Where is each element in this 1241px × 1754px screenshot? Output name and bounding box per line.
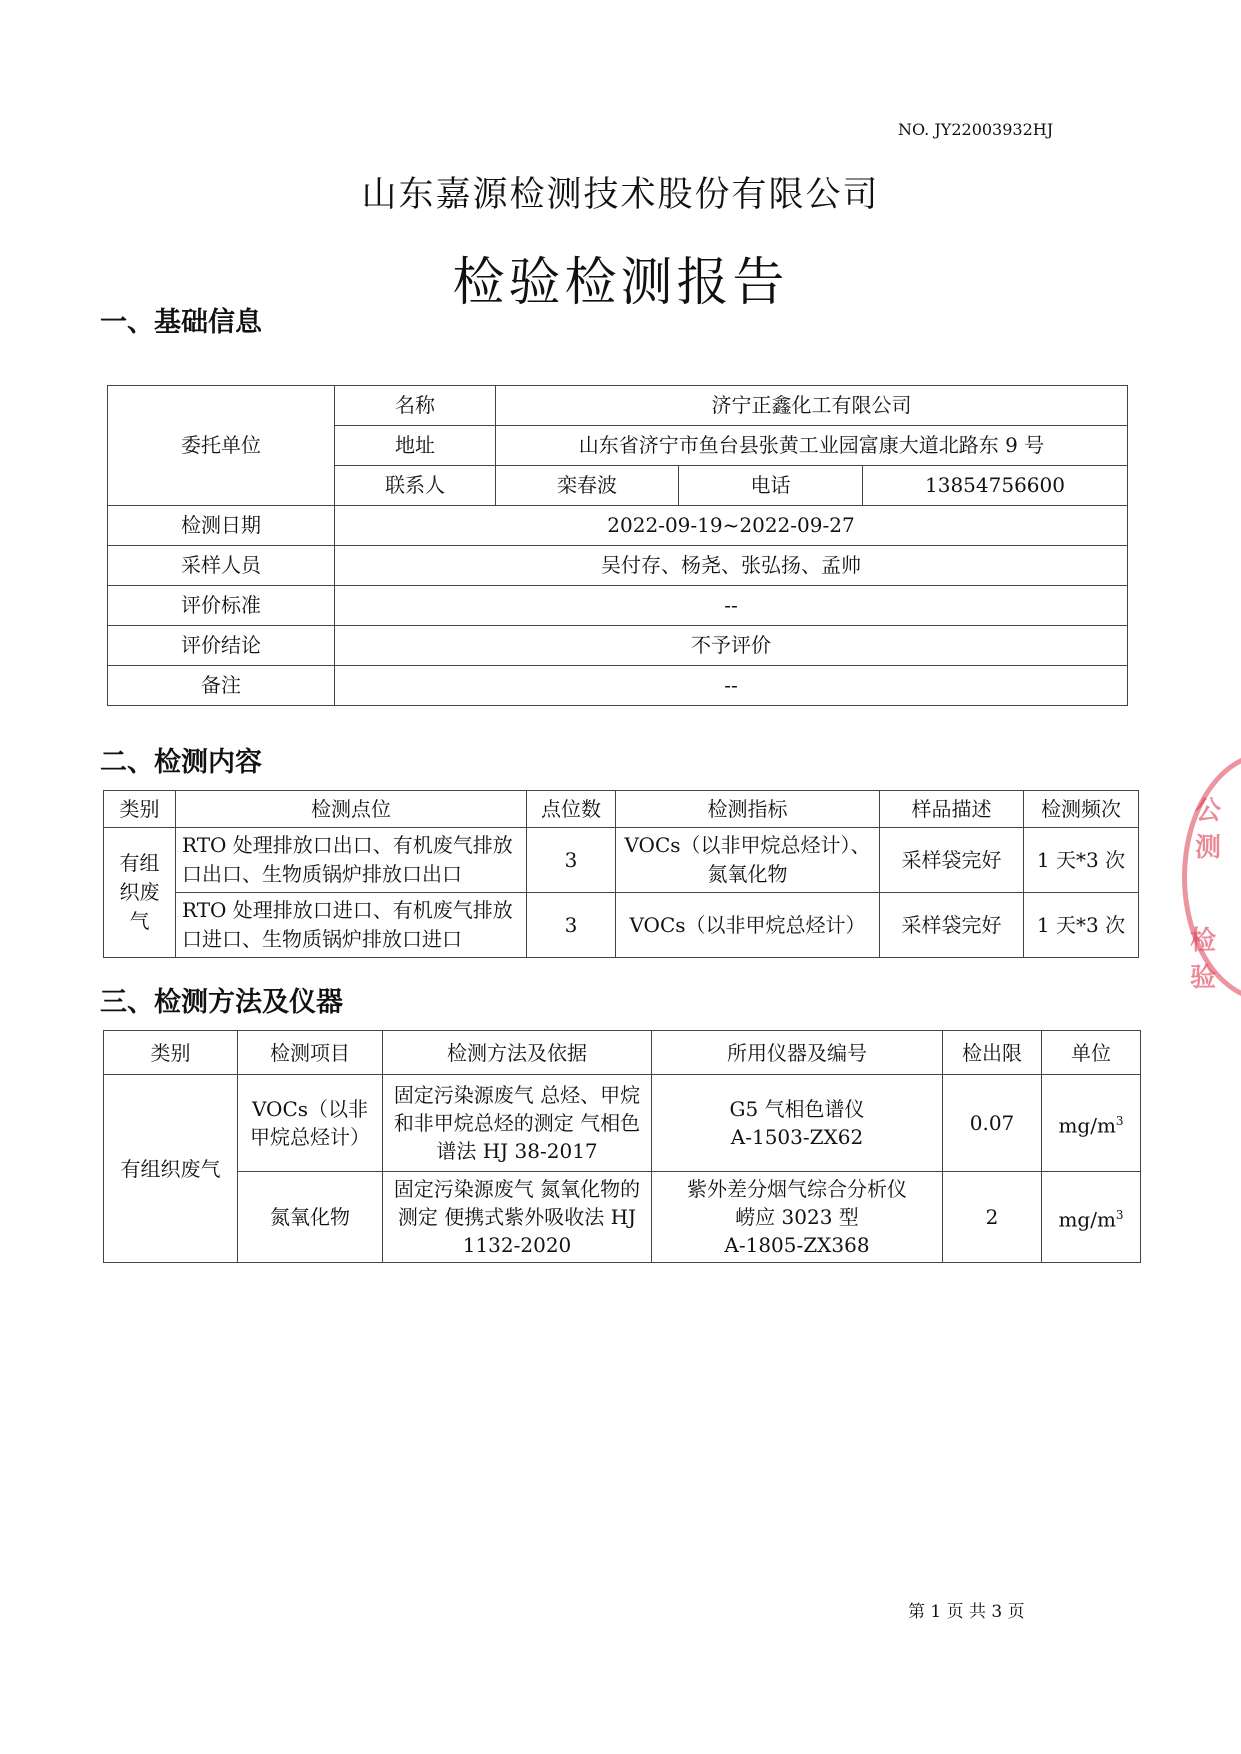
header-sample: 样品描述 [880, 791, 1024, 828]
date-value: 2022-09-19~2022-09-27 [335, 506, 1128, 546]
conclusion-value: 不予评价 [335, 626, 1128, 666]
address-value: 山东省济宁市鱼台县张黄工业园富康大道北路东 9 号 [496, 426, 1128, 466]
company-name: 山东嘉源检测技术股份有限公司 [361, 175, 880, 215]
page-footer: 第 1 页 共 3 页 [908, 1602, 1025, 1622]
method-table [103, 1030, 1141, 1263]
report-title: 检验检测报告 [452, 253, 789, 313]
phone-value: 13854756600 [863, 466, 1128, 506]
client-label: 委托单位 [108, 386, 335, 506]
seal-text-bottom: 检验 [1190, 926, 1217, 993]
name-label: 名称 [335, 386, 496, 426]
date-label: 检测日期 [108, 506, 335, 546]
count-cell: 3 [527, 893, 616, 958]
count-cell: 3 [527, 828, 616, 893]
instrument-cell [652, 1075, 943, 1172]
header-count: 点位数 [527, 791, 616, 828]
sampler-label: 采样人员 [108, 546, 335, 586]
section-basic-info-heading: 一、基础信息 [100, 307, 262, 338]
phone-label: 电话 [679, 466, 863, 506]
method-cell: 固定污染源废气 氮氧化物的测定 便携式紫外吸收法 HJ 1132-2020 [383, 1172, 652, 1263]
point-cell: RTO 处理排放口进口、有机废气排放口进口、生物质锅炉排放口进口 [176, 893, 527, 958]
standard-label: 评价标准 [108, 586, 335, 626]
header-category: 类别 [104, 791, 176, 828]
instrument-id: A-1805-ZX368 [724, 1233, 870, 1257]
section-method-heading: 三、检测方法及仪器 [100, 987, 343, 1018]
test-content-table [103, 790, 1139, 958]
remark-label: 备注 [108, 666, 335, 706]
sampler-value: 吴付存、杨尧、张弘扬、孟帅 [335, 546, 1128, 586]
header-limit: 检出限 [943, 1031, 1042, 1075]
unit-text: mg/m [1058, 1207, 1116, 1232]
contact-label: 联系人 [335, 466, 496, 506]
unit-superscript: 3 [1115, 1207, 1124, 1222]
limit-cell: 0.07 [943, 1075, 1042, 1172]
category-cell: 有组织废气 [104, 1075, 238, 1263]
header-point: 检测点位 [176, 791, 527, 828]
limit-cell: 2 [943, 1172, 1042, 1263]
header-method: 检测方法及依据 [383, 1031, 652, 1075]
instrument-name: G5 气相色谱仪 [729, 1097, 865, 1121]
address-label: 地址 [335, 426, 496, 466]
point-cell: RTO 处理排放口出口、有机废气排放口出口、生物质锅炉排放口出口 [176, 828, 527, 893]
sample-cell: 采样袋完好 [880, 893, 1024, 958]
frequency-cell: 1 天*3 次 [1024, 893, 1139, 958]
item-cell: 氮氧化物 [238, 1172, 383, 1263]
indicator-cell: VOCs（以非甲烷总烃计） [616, 893, 880, 958]
header-instrument: 所用仪器及编号 [652, 1031, 943, 1075]
conclusion-label: 评价结论 [108, 626, 335, 666]
sample-cell: 采样袋完好 [880, 828, 1024, 893]
header-category: 类别 [104, 1031, 238, 1075]
indicator-cell: VOCs（以非甲烷总烃计）、氮氧化物 [616, 828, 880, 893]
item-cell: VOCs（以非甲烷总烃计） [238, 1075, 383, 1172]
report-number: NO. JY22003932HJ [898, 120, 1054, 139]
standard-value: -- [335, 586, 1128, 626]
section-content-heading: 二、检测内容 [100, 747, 262, 778]
name-value: 济宁正鑫化工有限公司 [496, 386, 1128, 426]
remark-value: -- [335, 666, 1128, 706]
frequency-cell: 1 天*3 次 [1024, 828, 1139, 893]
unit-text: mg/m [1058, 1113, 1116, 1138]
instrument-id: A-1503-ZX62 [730, 1125, 864, 1149]
header-indicator: 检测指标 [616, 791, 880, 828]
instrument-model: 崂应 3023 型 [735, 1205, 859, 1229]
unit-cell [1042, 1075, 1141, 1172]
contact-value: 栾春波 [496, 466, 679, 506]
header-frequency: 检测频次 [1024, 791, 1139, 828]
method-cell: 固定污染源废气 总烃、甲烷和非甲烷总烃的测定 气相色谱法 HJ 38-2017 [383, 1075, 652, 1172]
header-unit: 单位 [1042, 1031, 1141, 1075]
unit-superscript: 3 [1115, 1113, 1124, 1128]
category-cell: 有组织废气 [104, 828, 176, 958]
seal-text-top: 公测 [1195, 796, 1222, 863]
unit-cell [1042, 1172, 1141, 1263]
basic-info-table [107, 385, 1128, 706]
instrument-cell [652, 1172, 943, 1263]
instrument-name: 紫外差分烟气综合分析仪 [687, 1177, 907, 1201]
header-item: 检测项目 [238, 1031, 383, 1075]
